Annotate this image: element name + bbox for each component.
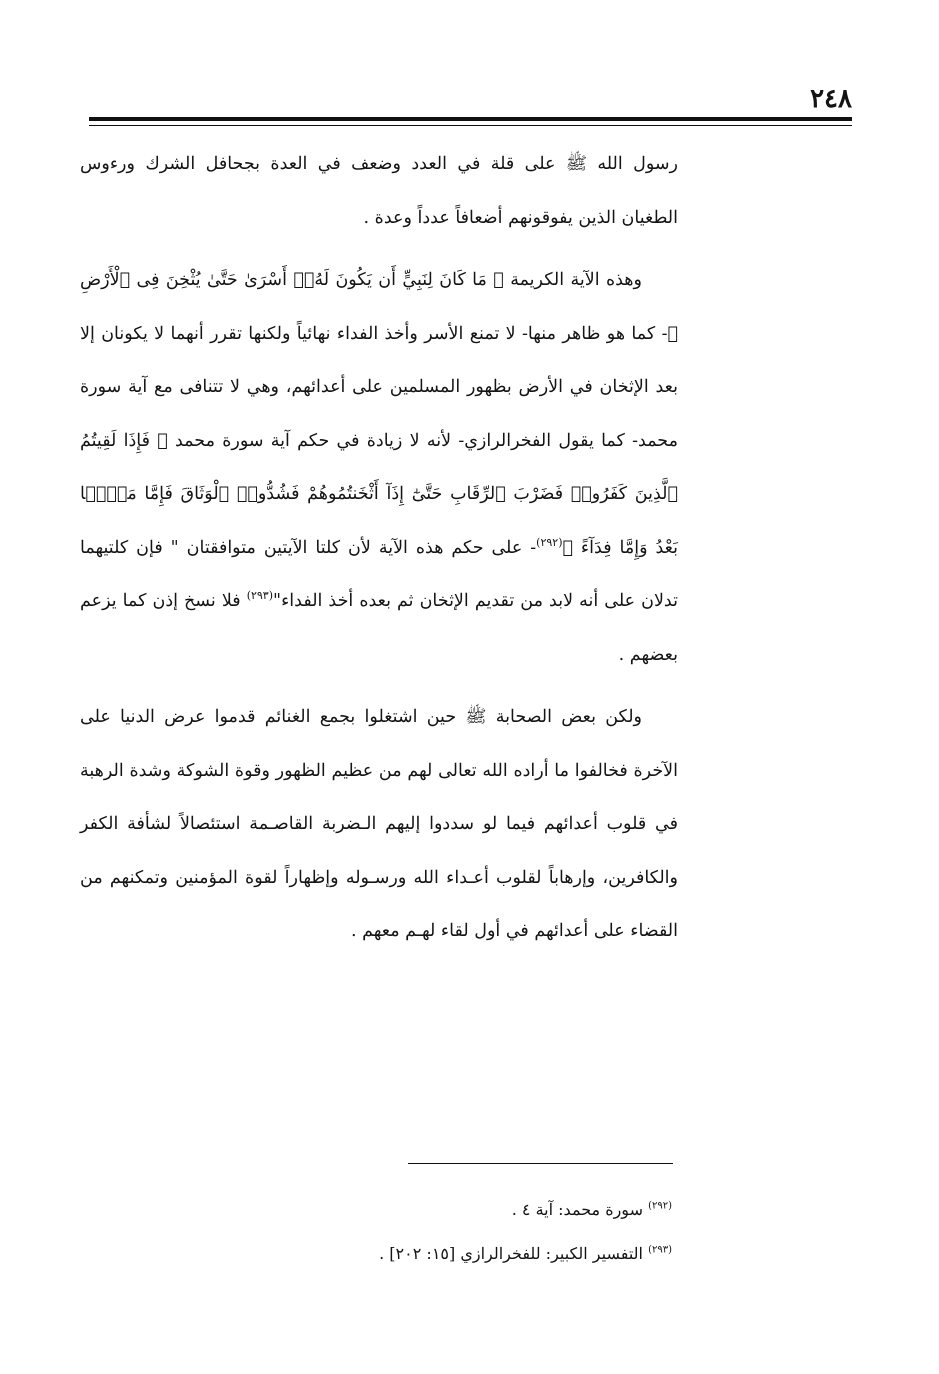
paragraph-2-middle: - كما هو ظاهر منها- لا تمنع الأسر وأخذ الفداء نهائياً ولكنها تقرر أنهما لا يكونان إلا بعد الإثخان في الأرض بظهور المسلمين على أعدائهم، وهي لا تتنافى مع آية سورة محمد- كما يقول الفخرالرازي- لأنه لا زيادة في حكم آية سورة محمد xyxy=(80,323,678,451)
footnotes xyxy=(200,1188,672,1276)
footnote-text: التفسير الكبير: للفخرالرازي [١٥: ٢٠٢] . xyxy=(379,1244,643,1263)
page-number: ٢٤٨ xyxy=(810,84,852,114)
paragraph-2-intro: وهذه الآية الكريمة xyxy=(510,270,642,290)
footnote-separator xyxy=(408,1163,673,1164)
header-rule-thick xyxy=(89,117,852,121)
footnote-ref-292[interactable]: (٢٩٢) xyxy=(536,535,563,549)
quran-verse-2: ﴿ فَإِذَا لَقِيتُمُ ٱلَّذِينَ كَفَرُوا۟ فَضَرْبَ ٱلرِّقَابِ حَتَّىٰٓ إِذَآ أَثْخَنتُمُوهُمْ فَشُدُّوا۟ ٱلْوَثَاقَ فَإِمَّا مَنًّۢا بَعْدُ وَإِمَّا فِدَآءً ﴾ xyxy=(80,430,678,558)
footnote-number: (٢٩٣) xyxy=(648,1244,672,1256)
paragraph-3: ولكن بعض الصحابة ﷺ حين اشتغلوا بجمع الغنائم قدموا عرض الدنيا على الآخرة فخالفوا ما أراده الله تعالى لهم من عظيم الظهور وقوة الشوكة وشدة الرهبة في قلوب أعدائهم فيما لو سددوا إليهم الـضربة القاصـمة استئصالاً لشأفة الكفر والكافرين، وإرهاباً لقلوب أعـداء الله ورسـوله وإظهاراً لقوة المؤمنين وتمكنهم من القضاء على أعدائهم في أول لقاء لهـم معهم . xyxy=(80,707,678,941)
footnote-292 xyxy=(200,1188,672,1232)
paragraph-2-continuation: - على حكم هذه الآية لأن كلتا الآيتين متوافقتان " فإن كلتيهما تدلان على أنه لابد من تقديم الإثخان ثم بعده أخذ الفداء" xyxy=(80,537,678,611)
header-rule-thin xyxy=(89,125,852,126)
footnote-293 xyxy=(200,1232,672,1276)
footnote-number: (٢٩٢) xyxy=(648,1200,672,1212)
footnote-ref-293[interactable]: (٢٩٣) xyxy=(246,589,274,603)
footnote-text: سورة محمد: آية ٤ . xyxy=(511,1200,643,1219)
paragraph-2-end: فلا نسخ إذن كما يزعم بعضهم . xyxy=(80,591,678,665)
body-text xyxy=(80,138,678,959)
quran-verse-1: ﴿ مَا كَانَ لِنَبِيٍّ أَن يَكُونَ لَهُۥٓ أَسْرَىٰ حَتَّىٰ يُثْخِنَ فِى ٱلْأَرْضِ ﴾ xyxy=(80,270,678,344)
paragraph-1: رسول الله ﷺ على قلة في العدد وضعف في العدة بجحافل الشرك ورءوس الطغيان الذين يفوقونهم أضعافاً عدداً وعدة . xyxy=(80,154,678,228)
paragraph-2 xyxy=(80,254,678,682)
